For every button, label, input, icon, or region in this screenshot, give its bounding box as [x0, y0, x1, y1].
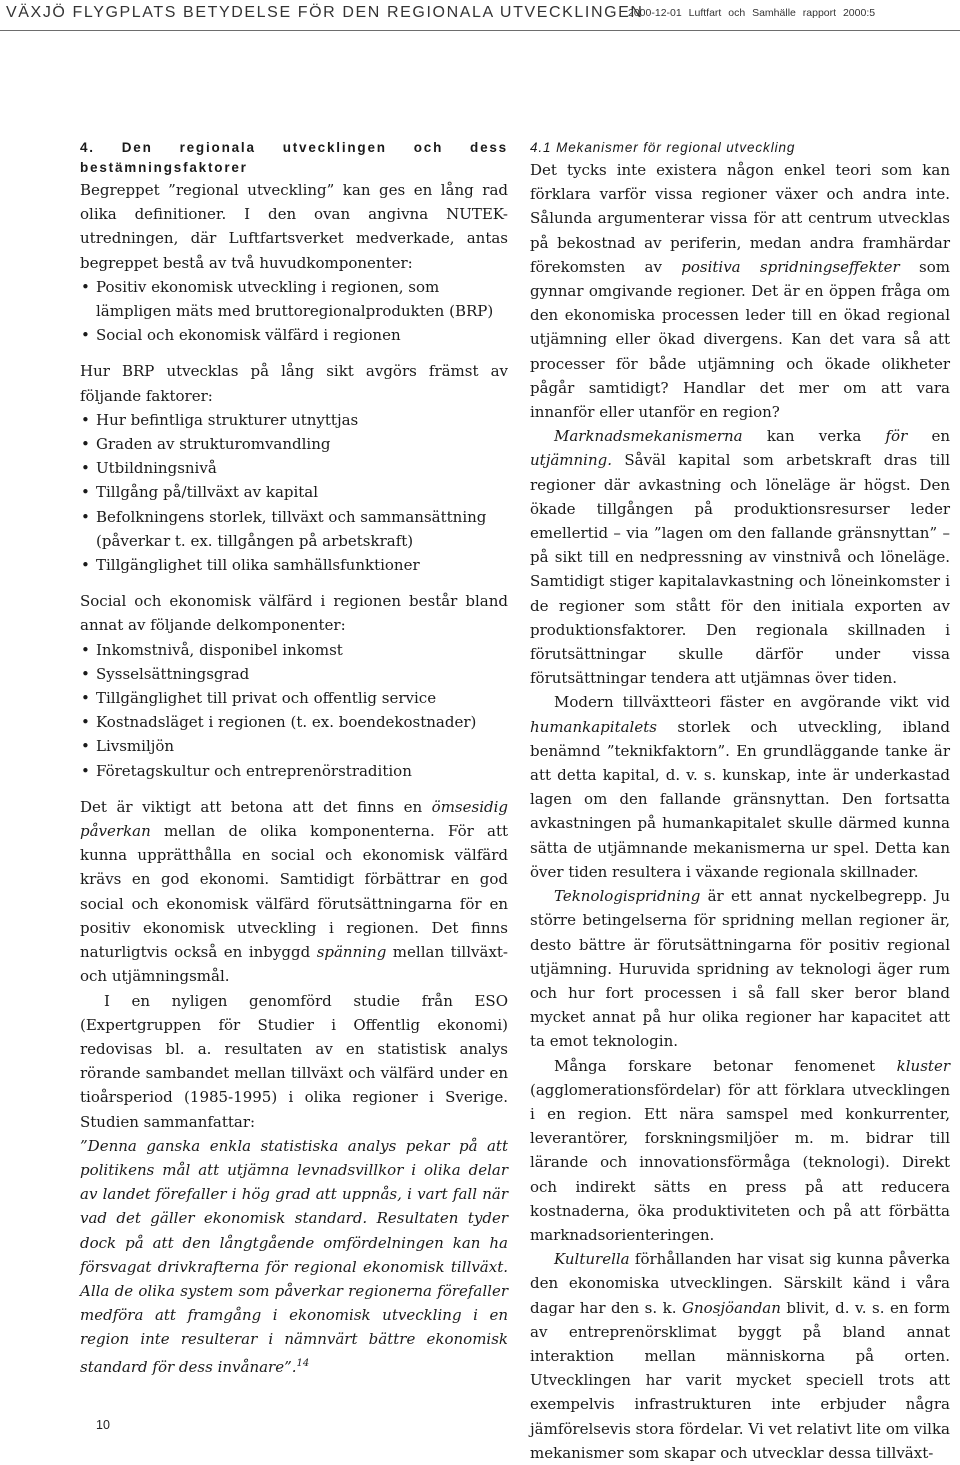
- eso-study-paragraph: I en nyligen genomförd studie från ESO (Expertgruppen för Studier i Offentlig ekonomi) redovisas bl. a. resultaten av en statistisk analys rörande sambandet mellan tillväxt och välfärd under en tioårsperiod (1985-1995) i olika regioner i Sverige. Studien sammanfattar:: [80, 991, 508, 1131]
- intro-paragraph: Begreppet ”regional utveckling” kan ges en lång rad olika definitioner. I den ovan angivna NUTEK-utredningen, där Luftfartsverket medverkade, antas begreppet bestå av två huvudkomponenter:: [80, 181, 508, 272]
- list-item: • Befolkningens storlek, tillväxt och sammansättning (påverkar t. ex. tillgången på arbetskraft): [80, 505, 508, 553]
- list-item: • Utbildningsnivå: [80, 456, 508, 480]
- section-heading: 4. Den regionala utvecklingen och dess bestämningsfaktorer: [80, 140, 508, 175]
- report-date: 2000-12-01: [628, 7, 682, 19]
- list-item: • Hur befintliga strukturer utnyttjas: [80, 408, 508, 432]
- list-item: • Social och ekonomisk välfärd i regionen: [80, 323, 508, 347]
- mechanisms-paragraph: Det tycks inte existera någon enkel teori som kan förklara varför vissa regioner växer och andra inte. Sålunda argumenterar vissa för att centrum utvecklas på bekostnad av periferin, medan andra framhärdar förekomsten av positiva spridningseffekter som gynnar omgivande regioner. Det är en öppen fråga om den ekonomiska processen leder till en ökad regional utjämning eller ökad divergens. Kan det vara så att processer för både utjämning och ökade olikheter pågår samtidigt? Handlar det mer om att vara innanför eller utanför en region?: [530, 161, 950, 422]
- page-number: 10: [96, 1418, 110, 1432]
- growth-theory-paragraph: Modern tillväxtteori fäster en avgörande vikt vid humankapitalets storlek och utveckling, ibland benämnd ”teknikfaktorn”. En grundläggande tanke är att detta kapital, d. v. s. kunskap, inte är underkastad lagen om den fallande gränsnyttan. Den fortsatta avkastningen på humankapitalet skulle därmed kunna sätta de utjämnande mekanismerna ur spel. Detta kan över tiden resultera i växande regionala skillnader.: [530, 693, 950, 881]
- list-item: • Sysselsättningsgrad: [80, 662, 508, 686]
- brp-factors-list: [80, 408, 508, 577]
- list-item: • Graden av strukturomvandling: [80, 432, 508, 456]
- mutual-influence-paragraph: Det är viktigt att betona att det finns en ömsesidig påverkan mellan de olika komponenterna. För att kunna upprätthålla en social och ekonomisk välfärd krävs en god ekonomi. Samtidigt förbättrar en god social och ekonomisk välfärd förutsättningarna för en positiv ekonomisk utveckling i regionen. Det finns naturligtvis också en inbyggd spänning mellan tillväxt- och utjämningsmål.: [80, 797, 508, 986]
- list-item: • Livsmiljön: [80, 734, 508, 758]
- report-series: Luftfart och Samhälle rapport 2000:5: [688, 7, 876, 19]
- culture-paragraph: Kulturella förhållanden har visat sig kunna påverka den ekonomiska utvecklingen. Särskilt känd i våra dagar har den s. k. Gnosjöandan blivit, d. v. s. en form av entreprenörsklimat byggt på bland annat interaktion mellan människorna på orten. Utvecklingen har varit mycket speciell trots att exempelvis infrastrukturen inte erbjuder några jämförelsevis stora fördelar. Vi vet relativt lite om vilka mekanismer som skapar och utvecklar dessa tillväxt-: [530, 1250, 951, 1462]
- eso-quote: ”Denna ganska enkla statistiska analys pekar på att politikens mål att utjämna levnadsvillkor i olika delar av landet förefaller i hög grad att uppnås, i vart fall när vad det gäller ekonomisk standard. Resultaten tyder dock på att den långtgående omfördelningen kan ha försvagat drivkrafterna för regional ekonomisk tillväxt. Alla de olika system som påverkar regionerna förefaller medföra att framgång i ekonomisk utveckling i en region inte resulterar i nämnvärt bättre ekonomisk standard för dess invånare”.$^{14}$: [80, 1136, 508, 1376]
- left-column: [80, 138, 508, 1379]
- footnote-ref: 14: [296, 1357, 310, 1369]
- list-item: • Tillgänglighet till privat och offentlig service: [80, 686, 508, 710]
- technology-diffusion-paragraph: Teknologispridning är ett annat nyckelbegrepp. Ju större betingelserna för spridning mellan regioner är, desto bättre är förutsättningarna för positiv regional utjämning. Huruvida spridning av teknologi äger rum och hur fort processen i så fall sker beror bland mycket annat på hur olika regioner har kapacitet att ta emot teknologin.: [530, 887, 950, 1051]
- page-header: [0, 0, 960, 31]
- subsection-heading: 4.1 Mekanismer för regional utveckling: [530, 140, 796, 155]
- list-item: • Företagskultur och entreprenörstradition: [80, 759, 508, 783]
- list-item: • Tillgång på/tillväxt av kapital: [80, 480, 508, 504]
- report-meta: [628, 7, 875, 19]
- right-column: [530, 138, 950, 1465]
- list-item: • Positiv ekonomisk utveckling i regionen, som lämpligen mäts med bruttoregionalprodukten (BRP): [80, 275, 508, 323]
- list-item: • Kostnadsläget i regionen (t. ex. boendekostnader): [80, 710, 508, 734]
- welfare-components-list: [80, 638, 508, 783]
- main-components-list: [80, 275, 508, 348]
- list-item: • Tillgänglighet till olika samhällsfunktioner: [80, 553, 508, 577]
- welfare-paragraph: Social och ekonomisk välfärd i regionen består bland annat av följande delkomponenter:: [80, 592, 508, 635]
- clusters-paragraph: Många forskare betonar fenomenet kluster (agglomerationsfördelar) för att förklara utvecklingen i en region. Ett nära samspel med konkurrenter, leverantörer, forskningsmiljöer m. m. bidrar till lärande och innovationsförmåga (teknologi). Direkt och indirekt sätts en press på att reducera kostnaderna, öka produktiviteten och på att förbätta marknadsorienteringen.: [530, 1056, 950, 1244]
- brp-paragraph: Hur BRP utvecklas på lång sikt avgörs främst av följande faktorer:: [80, 362, 508, 405]
- list-item: • Inkomstnivå, disponibel inkomst: [80, 638, 508, 662]
- market-mechanisms-paragraph: Marknadsmekanismerna kan verka för en utjämning. Såväl kapital som arbetskraft dras till regioner där avkastning och löneläge är högst. Den ökade tillgången på produktionsresurser leder emellertid – via ”lagen om den fallande gränsnyttan” – på sikt till en nedpressning av vinstnivå och löneläge. Samtidigt stiger kapitalavkastning och löneinkomster i de regioner som stått för den initiala exporten av produktionsfaktorer. Den regionala skillnaden i förutsättningar skulle därför under vissa förutsättningar tendera att utjämnas över tiden.: [530, 427, 950, 688]
- report-title: VÄXJÖ FLYGPLATS BETYDELSE FÖR DEN REGIONALA UTVECKLINGEN: [6, 4, 644, 21]
